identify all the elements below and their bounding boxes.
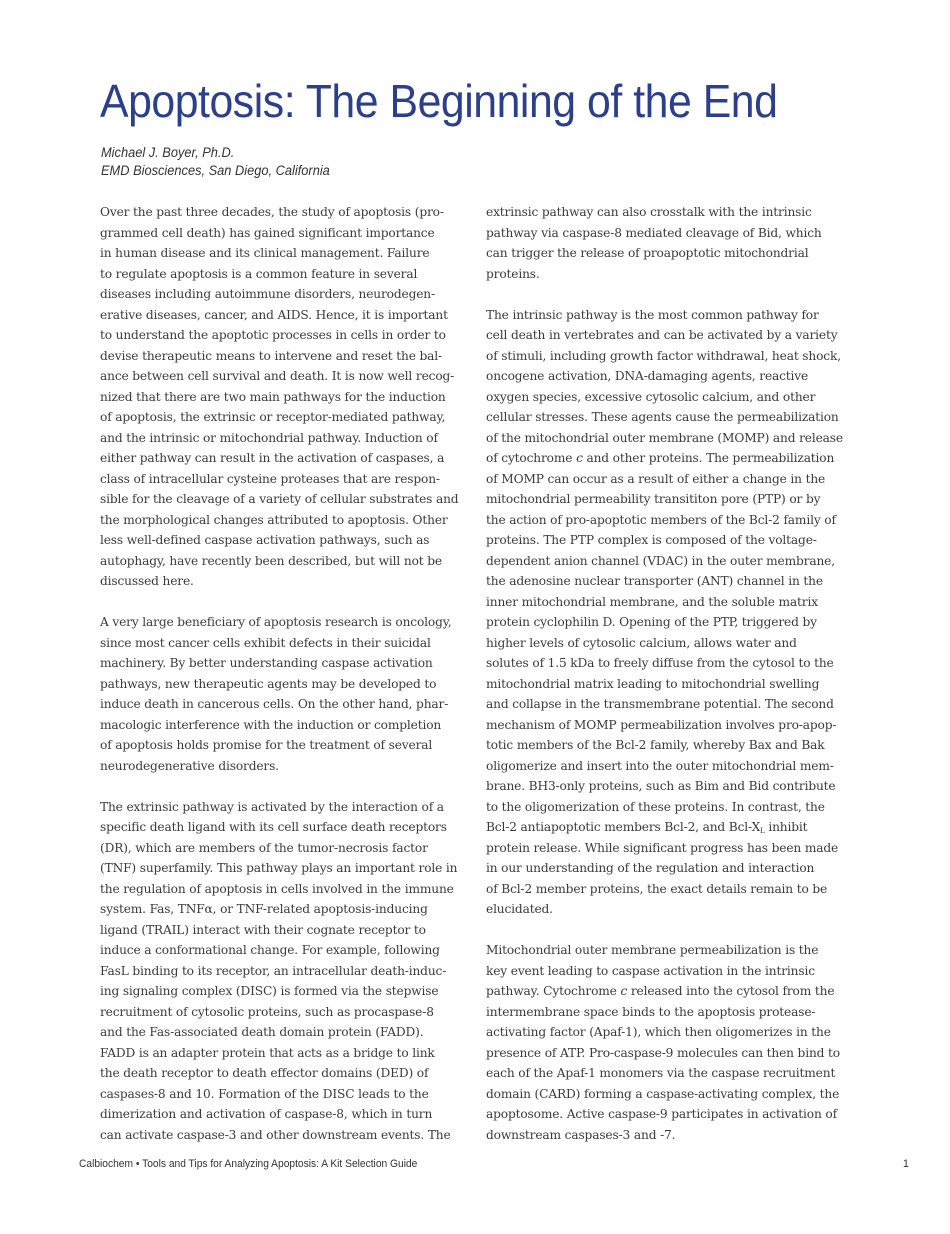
text-line: ligand (TRAIL) interact with their cognate receptor to (100, 922, 426, 937)
text-line: elucidated. (486, 902, 553, 916)
text-line: mechanism of MOMP permeabilization involves pro-apop- (486, 717, 837, 732)
text-line: the morphological changes attributed to apoptosis. Other (100, 512, 448, 527)
text-line: A very large beneficiary of apoptosis research is oncology, (100, 615, 452, 629)
text-line: domain (CARD) forming a caspase-activating complex, the (486, 1086, 840, 1101)
text-line: sible for the cleavage of a variety of cellular substrates and (100, 492, 459, 506)
text-line: of apoptosis holds promise for the treatment of several (100, 738, 433, 752)
text-line: cellular stresses. These agents cause the permeabilization (486, 410, 839, 424)
text-line: (DR), which are members of the tumor-necrosis factor (100, 840, 428, 855)
text-line: the adenosine nuclear transporter (ANT) channel in the (486, 574, 823, 588)
text-line: cell death in vertebrates and can be activated by a variety (486, 328, 838, 342)
left-column (100, 202, 472, 1145)
text-line: specific death ligand with its cell surface death receptors (100, 820, 447, 834)
text-line: since most cancer cells exhibit defects in their suicidal (100, 635, 431, 650)
page-number: 1 (902, 1158, 909, 1170)
text-line: mitochondrial matrix leading to mitochondrial swelling (486, 676, 820, 691)
paragraph-gap (486, 920, 858, 941)
text-line: oligomerize and insert into the outer mitochondrial mem- (486, 758, 834, 773)
text-line: autophagy, have recently been described, but will not be (100, 553, 442, 568)
text-line: FasL binding to its receptor, an intracellular death-induc- (100, 963, 447, 978)
text-line: Over the past three decades, the study of apoptosis (pro- (100, 205, 444, 219)
text-line: to understand the apoptotic processes in cells in order to (100, 328, 446, 342)
text-line: pathway via caspase-8 mediated cleavage of Bid, which (486, 225, 822, 240)
text-line: mitochondrial permeability transititon pore (PTP) or by (486, 492, 821, 506)
text-line: can activate caspase-3 and other downstream events. The (100, 1127, 451, 1142)
text-line: discussed here. (100, 574, 194, 588)
text-line: erative diseases, cancer, and AIDS. Hence, it is important (100, 307, 448, 322)
text-line: oncogene activation, DNA-damaging agents, reactive (486, 369, 809, 383)
text-line: can trigger the release of proapoptotic mitochondrial (486, 246, 809, 260)
text-line: downstream caspases-3 and -7. (486, 1127, 676, 1142)
text-line: of apoptosis, the extrinsic or receptor-mediated pathway, (100, 410, 446, 424)
text-line: protein cyclophilin D. Opening of the PTP, triggered by (486, 615, 817, 629)
text-line: induce death in cancerous cells. On the other hand, phar- (100, 697, 449, 711)
text-line: key event leading to caspase activation in the intrinsic (486, 963, 815, 978)
paragraph (100, 612, 472, 776)
footer-running-title: Calbiochem • Tools and Tips for Analyzing Apoptosis: A Kit Selection Guide (79, 1158, 418, 1170)
paragraph-gap (486, 284, 858, 305)
text-line: intermembrane space binds to the apoptosis protease- (486, 1004, 816, 1019)
text-line: Bcl-2 antiapoptotic members Bcl-2, and Bcl-$X_L$ inhibit (486, 820, 808, 835)
text-line: system. Fas, TNFα, or TNF-related apoptosis-inducing (100, 902, 428, 916)
text-line: of stimuli, including growth factor withdrawal, heat shock, (486, 348, 841, 363)
text-line: each of the Apaf-1 monomers via the caspase recruitment (486, 1066, 836, 1080)
text-line: of cytochrome c and other proteins. The permeabilization (486, 451, 835, 465)
text-line: and collapse in the transmembrane potential. The second (486, 697, 834, 711)
text-line: The extrinsic pathway is activated by the interaction of a (100, 799, 444, 814)
text-line: the action of pro-apoptotic members of the Bcl-2 family of (486, 512, 836, 527)
text-line: neurodegenerative disorders. (100, 758, 279, 773)
text-line: of MOMP can occur as a result of either a change in the (486, 471, 826, 486)
text-line: the regulation of apoptosis in cells involved in the immune (100, 881, 454, 896)
text-line: proteins. (486, 266, 540, 281)
text-line: presence of ATP. Pro-caspase-9 molecules can then bind to (486, 1045, 840, 1060)
text-line: macologic interference with the induction or completion (100, 717, 442, 732)
author-name: Michael J. Boyer, Ph.D. (101, 145, 235, 160)
text-line: induce a conformational change. For example, following (100, 943, 440, 957)
text-line: nized that there are two main pathways for the induction (100, 389, 446, 404)
text-line: oxygen species, excessive cytosolic calcium, and other (486, 389, 816, 404)
text-line: the death receptor to death effector domains (DED) of (100, 1066, 429, 1080)
paragraph (486, 940, 858, 1145)
text-line: recruitment of cytosolic proteins, such as procaspase-8 (100, 1004, 434, 1019)
text-line: ance between cell survival and death. It is now well recog- (100, 369, 455, 383)
text-line: dimerization and activation of caspase-8, which in turn (100, 1107, 433, 1121)
text-line: machinery. By better understanding caspase activation (100, 656, 433, 670)
text-line: and the intrinsic or mitochondrial pathway. Induction of (100, 430, 438, 445)
author-affiliation: EMD Biosciences, San Diego, California (101, 163, 330, 178)
byline (101, 144, 342, 180)
text-line: protein release. While significant progress has been made (486, 840, 839, 855)
text-line: pathway. Cytochrome c released into the cytosol from the (486, 984, 835, 998)
text-line: proteins. The PTP complex is composed of the voltage- (486, 533, 817, 547)
paragraph (100, 202, 472, 592)
text-line: FADD is an adapter protein that acts as a bridge to link (100, 1045, 435, 1060)
text-line: pathways, new therapeutic agents may be developed to (100, 676, 437, 691)
text-line: devise therapeutic means to intervene and reset the bal- (100, 348, 442, 363)
text-line: to regulate apoptosis is a common feature in several (100, 266, 418, 281)
paragraph (486, 305, 858, 920)
text-line: to the oligomerization of these proteins. In contrast, the (486, 799, 825, 814)
paragraph-gap (100, 776, 472, 797)
text-line: extrinsic pathway can also crosstalk with the intrinsic (486, 205, 812, 219)
text-line: solutes of 1.5 kDa to freely diffuse from the cytosol to the (486, 656, 834, 670)
text-line: brane. BH3-only proteins, such as Bim and Bid contribute (486, 779, 836, 793)
text-line: Mitochondrial outer membrane permeabilization is the (486, 943, 819, 957)
text-line: higher levels of cytosolic calcium, allows water and (486, 635, 797, 650)
paragraph (486, 202, 858, 284)
text-line: totic members of the Bcl-2 family, whereby Bax and Bak (486, 738, 825, 752)
text-line: grammed cell death) has gained significant importance (100, 225, 435, 240)
text-line: of the mitochondrial outer membrane (MOMP) and release (486, 430, 843, 445)
text-line: class of intracellular cysteine proteases that are respon- (100, 471, 440, 486)
text-line: apoptosome. Active caspase-9 participates in activation of (486, 1107, 837, 1121)
page-title: Apoptosis: The Beginning of the End (100, 75, 778, 127)
text-line: in our understanding of the regulation and interaction (486, 861, 815, 875)
text-line: ing signaling complex (DISC) is formed via the stepwise (100, 984, 439, 998)
text-line: diseases including autoimmune disorders, neurodegen- (100, 287, 435, 301)
paragraph (100, 797, 472, 1146)
paragraph-gap (100, 592, 472, 613)
text-line: The intrinsic pathway is the most common pathway for (486, 307, 819, 322)
text-line: either pathway can result in the activation of caspases, a (100, 451, 445, 465)
text-line: activating factor (Apaf-1), which then oligomerizes in the (486, 1025, 831, 1039)
text-line: less well-defined caspase activation pathways, such as (100, 533, 430, 547)
text-line: dependent anion channel (VDAC) in the outer membrane, (486, 553, 835, 568)
text-line: and the Fas-associated death domain protein (FADD). (100, 1025, 424, 1039)
text-line: (TNF) superfamily. This pathway plays an important role in (100, 861, 458, 875)
text-line: of Bcl-2 member proteins, the exact details remain to be (486, 881, 828, 896)
text-line: caspases-8 and 10. Formation of the DISC leads to the (100, 1086, 429, 1101)
text-line: inner mitochondrial membrane, and the soluble matrix (486, 594, 818, 609)
right-column (486, 202, 858, 1145)
text-line: in human disease and its clinical management. Failure (100, 246, 430, 260)
